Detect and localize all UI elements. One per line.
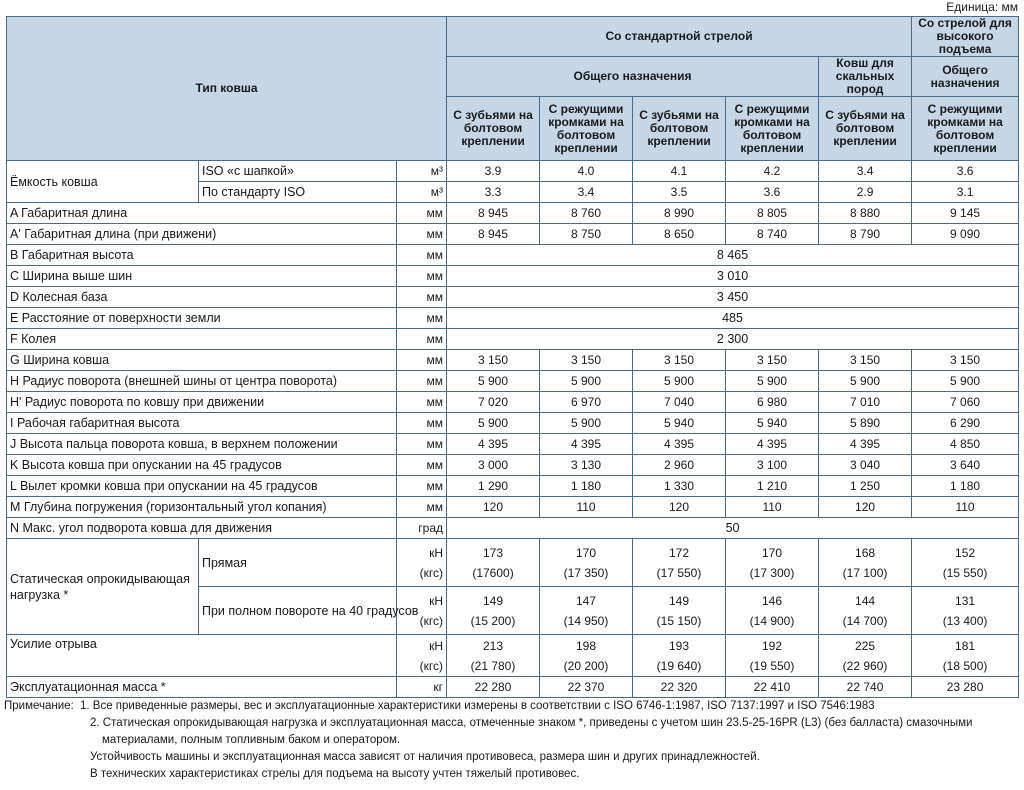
- value-cell: 6 980: [726, 392, 819, 413]
- value-cell: 22 280: [447, 677, 540, 698]
- value-cell: 3 000: [447, 455, 540, 476]
- value-kn: 193: [669, 638, 690, 653]
- value-cell: 110: [912, 497, 1019, 518]
- note-3: Устойчивость машины и эксплуатационная масса зависят от наличия противовеса, размера шин и других принадлежностей.: [90, 751, 760, 763]
- unit-label: мм: [397, 434, 447, 455]
- value-cell: 120: [447, 497, 540, 518]
- unit-label: м³: [397, 182, 447, 203]
- value-cell: 9 090: [912, 224, 1019, 245]
- row-label: B Габаритная высота: [7, 245, 397, 266]
- notes: [4, 698, 1020, 783]
- unit-kgs: (кгс): [419, 613, 444, 628]
- value-cell: 3 450: [447, 287, 1019, 308]
- value-cell: 5 940: [726, 413, 819, 434]
- value-kgs: (17 300): [749, 565, 795, 580]
- unit-label: кг: [397, 677, 447, 698]
- column-header: С режущими кромками на болтовом креплении: [912, 97, 1019, 161]
- value-cell: [540, 539, 633, 587]
- value-cell: 4 395: [633, 434, 726, 455]
- value-cell: 3 040: [819, 455, 912, 476]
- row-label: C Ширина выше шин: [7, 266, 397, 287]
- unit-label: мм: [397, 455, 447, 476]
- value-cell: [540, 635, 633, 677]
- row-label: J Высота пальца поворота ковша, в верхнем положении: [7, 434, 397, 455]
- value-kgs: (15 550): [942, 565, 988, 580]
- column-header: С режущими кромками на болтовом креплении: [726, 97, 819, 161]
- unit-kgs: (кгс): [419, 658, 444, 673]
- value-cell: [447, 587, 540, 635]
- value-cell: 2 960: [633, 455, 726, 476]
- column-header: С зубьями на болтовом креплении: [633, 97, 726, 161]
- value-cell: 3 130: [540, 455, 633, 476]
- value-kn: 168: [855, 545, 876, 560]
- value-cell: 6 290: [912, 413, 1019, 434]
- column-header: С режущими кромками на болтовом креплении: [540, 97, 633, 161]
- value-cell: 4.1: [633, 161, 726, 182]
- value-cell: 7 010: [819, 392, 912, 413]
- unit-note: Единица: мм: [946, 0, 1018, 14]
- value-cell: 8 650: [633, 224, 726, 245]
- value-kgs: (22 960): [842, 658, 888, 673]
- high-lift-boom-header: Со стрелой для высокого подъема: [912, 17, 1019, 57]
- value-cell: 3.9: [447, 161, 540, 182]
- value-cell: 3 150: [726, 350, 819, 371]
- value-kn: 172: [669, 545, 690, 560]
- value-cell: 3 010: [447, 266, 1019, 287]
- value-cell: 3 150: [819, 350, 912, 371]
- value-cell: 22 410: [726, 677, 819, 698]
- value-cell: [819, 539, 912, 587]
- value-cell: 120: [819, 497, 912, 518]
- value-cell: 50: [447, 518, 1019, 539]
- value-cell: 5 900: [447, 413, 540, 434]
- value-cell: 5 900: [912, 371, 1019, 392]
- row-label: K Высота ковша при опускании на 45 градусов: [7, 455, 397, 476]
- general-purpose-hl-header: Общего назначения: [912, 57, 1019, 97]
- standard-boom-header: Со стандартной стрелой: [447, 17, 912, 57]
- value-cell: 485: [447, 308, 1019, 329]
- value-kgs: (21 780): [470, 658, 516, 673]
- row-label: D Колесная база: [7, 287, 397, 308]
- unit-kn: кН: [429, 545, 444, 560]
- value-cell: 5 900: [819, 371, 912, 392]
- value-kn: 147: [576, 593, 597, 608]
- value-cell: [540, 587, 633, 635]
- value-kn: 131: [955, 593, 976, 608]
- unit-label: [397, 539, 447, 587]
- row-label: I Рабочая габаритная высота: [7, 413, 397, 434]
- value-kgs: (14 700): [842, 613, 888, 628]
- value-kgs: (17 350): [563, 565, 609, 580]
- unit-label: мм: [397, 392, 447, 413]
- value-cell: 5 900: [633, 371, 726, 392]
- value-cell: 3 150: [540, 350, 633, 371]
- value-cell: 3.3: [447, 182, 540, 203]
- value-cell: [726, 539, 819, 587]
- value-cell: 1 180: [912, 476, 1019, 497]
- value-kgs: (19 640): [656, 658, 702, 673]
- value-kn: 170: [762, 545, 783, 560]
- value-cell: 4 395: [726, 434, 819, 455]
- value-cell: 3 150: [912, 350, 1019, 371]
- value-kn: 225: [855, 638, 876, 653]
- value-cell: 5 890: [819, 413, 912, 434]
- value-cell: 1 210: [726, 476, 819, 497]
- value-cell: 3 100: [726, 455, 819, 476]
- unit-label: мм: [397, 308, 447, 329]
- value-cell: 3.5: [633, 182, 726, 203]
- unit-label: мм: [397, 350, 447, 371]
- static-load-sub-label: При полном повороте на 40 градусов: [199, 587, 397, 635]
- value-kn: 146: [762, 593, 783, 608]
- value-cell: 4 850: [912, 434, 1019, 455]
- value-cell: 1 330: [633, 476, 726, 497]
- value-cell: 110: [540, 497, 633, 518]
- value-cell: 8 760: [540, 203, 633, 224]
- value-cell: 120: [633, 497, 726, 518]
- row-label: A' Габаритная длина (при движени): [7, 224, 397, 245]
- value-cell: 1 290: [447, 476, 540, 497]
- value-kn: 152: [955, 545, 976, 560]
- capacity-sub-label: ISO «с шапкой»: [199, 161, 397, 182]
- value-cell: 5 900: [447, 371, 540, 392]
- row-label: L Вылет кромки ковша при опускании на 45 градусов: [7, 476, 397, 497]
- value-cell: 8 945: [447, 203, 540, 224]
- value-cell: [633, 635, 726, 677]
- value-cell: 3.4: [540, 182, 633, 203]
- column-header: С зубьями на болтовом креплении: [819, 97, 912, 161]
- row-label: H' Радиус поворота по ковшу при движении: [7, 392, 397, 413]
- value-cell: 22 370: [540, 677, 633, 698]
- unit-kn: кН: [429, 638, 444, 653]
- unit-label: мм: [397, 371, 447, 392]
- value-cell: [912, 635, 1019, 677]
- value-cell: 22 740: [819, 677, 912, 698]
- value-cell: 3 150: [447, 350, 540, 371]
- value-kgs: (14 950): [563, 613, 609, 628]
- value-kn: 149: [669, 593, 690, 608]
- value-cell: 1 250: [819, 476, 912, 497]
- value-cell: 23 280: [912, 677, 1019, 698]
- note-2a: 2. Статическая опрокидывающая нагрузка и эксплуатационная масса, отмеченные знаком *, приведены с учетом шин 23.5-25-16PR (L3) (без балласта) смазочными: [90, 717, 973, 729]
- value-cell: 3.6: [726, 182, 819, 203]
- unit-label: мм: [397, 476, 447, 497]
- value-cell: 7 060: [912, 392, 1019, 413]
- unit-label: мм: [397, 245, 447, 266]
- value-cell: 5 900: [540, 413, 633, 434]
- value-cell: 110: [726, 497, 819, 518]
- value-kn: 192: [762, 638, 783, 653]
- value-kn: 144: [855, 593, 876, 608]
- value-cell: [633, 539, 726, 587]
- value-cell: 8 740: [726, 224, 819, 245]
- value-kn: 198: [576, 638, 597, 653]
- row-label: M Глубина погружения (горизонтальный угол копания): [7, 497, 397, 518]
- capacity-sub-label: По стандарту ISO: [199, 182, 397, 203]
- value-cell: 8 990: [633, 203, 726, 224]
- value-kn: 181: [955, 638, 976, 653]
- value-kgs: (17 550): [656, 565, 702, 580]
- unit-label: мм: [397, 497, 447, 518]
- value-cell: 7 040: [633, 392, 726, 413]
- row-label: H Радиус поворота (внешней шины от центра поворота): [7, 371, 397, 392]
- breakout-label: Усилие отрыва: [7, 635, 397, 677]
- unit-label: м³: [397, 161, 447, 182]
- value-cell: 3 640: [912, 455, 1019, 476]
- value-kgs: (17 100): [842, 565, 888, 580]
- unit-label: мм: [397, 224, 447, 245]
- general-purpose-header: Общего назначения: [447, 57, 819, 97]
- value-cell: [726, 587, 819, 635]
- value-cell: 4 395: [447, 434, 540, 455]
- note-1: 1. Все приведенные размеры, вес и эксплуатационные характеристики измерены в соответствии с ISO 6746-1:1987, ISO 7137:1997 и ISO 7546:1983: [80, 700, 875, 712]
- row-label: Эксплуатационная масса *: [7, 677, 397, 698]
- static-load-sub-label: Прямая: [199, 539, 397, 587]
- value-kgs: (20 200): [563, 658, 609, 673]
- value-kgs: (19 550): [749, 658, 795, 673]
- rock-bucket-header: Ковш для скальных пород: [819, 57, 912, 97]
- value-cell: [912, 587, 1019, 635]
- unit-label: [397, 635, 447, 677]
- value-cell: 2 300: [447, 329, 1019, 350]
- value-kn: 173: [483, 545, 504, 560]
- value-cell: [633, 587, 726, 635]
- value-kn: 149: [483, 593, 504, 608]
- note-4: В технических характеристиках стрелы для подъема на высоту учтен тяжелый противовес.: [90, 768, 580, 780]
- value-kgs: (15 200): [470, 613, 516, 628]
- value-cell: [447, 635, 540, 677]
- value-kn: 170: [576, 545, 597, 560]
- value-cell: 7 020: [447, 392, 540, 413]
- unit-label: мм: [397, 203, 447, 224]
- row-label: N Макс. угол подворота ковша для движения: [7, 518, 397, 539]
- value-cell: 1 180: [540, 476, 633, 497]
- value-cell: 5 900: [726, 371, 819, 392]
- value-cell: 3.6: [912, 161, 1019, 182]
- value-cell: 9 145: [912, 203, 1019, 224]
- value-cell: 8 880: [819, 203, 912, 224]
- unit-label: град: [397, 518, 447, 539]
- value-cell: [819, 587, 912, 635]
- value-cell: [447, 539, 540, 587]
- value-cell: 3.1: [912, 182, 1019, 203]
- value-cell: 8 790: [819, 224, 912, 245]
- bucket-type-header: Тип ковша: [7, 17, 447, 161]
- value-kgs: (17600): [472, 565, 514, 580]
- value-kgs: (18 500): [942, 658, 988, 673]
- value-cell: 8 465: [447, 245, 1019, 266]
- value-cell: [912, 539, 1019, 587]
- static-load-label: Статическая опрокидывающая нагрузка *: [7, 539, 199, 635]
- spec-table: [6, 16, 1019, 698]
- notes-head: Примечание:: [4, 700, 74, 712]
- value-cell: [819, 635, 912, 677]
- value-cell: 3.4: [819, 161, 912, 182]
- unit-kgs: (кгс): [419, 565, 444, 580]
- value-cell: 4.0: [540, 161, 633, 182]
- value-cell: 5 900: [540, 371, 633, 392]
- value-cell: 5 940: [633, 413, 726, 434]
- value-cell: 8 805: [726, 203, 819, 224]
- value-cell: 4.2: [726, 161, 819, 182]
- value-cell: 22 320: [633, 677, 726, 698]
- value-kgs: (15 150): [656, 613, 702, 628]
- value-kn: 213: [483, 638, 504, 653]
- value-kgs: (13 400): [942, 613, 988, 628]
- value-kgs: (14 900): [749, 613, 795, 628]
- row-label: E Расстояние от поверхности земли: [7, 308, 397, 329]
- unit-label: мм: [397, 287, 447, 308]
- note-2b: материалами, полным топливным баком и оператором.: [102, 734, 401, 746]
- value-cell: 2.9: [819, 182, 912, 203]
- column-header: С зубьями на болтовом креплении: [447, 97, 540, 161]
- row-label: A Габаритная длина: [7, 203, 397, 224]
- unit-kn: кН: [429, 593, 444, 608]
- unit-label: мм: [397, 413, 447, 434]
- unit-label: мм: [397, 329, 447, 350]
- value-cell: 8 945: [447, 224, 540, 245]
- row-label: G Ширина ковша: [7, 350, 397, 371]
- unit-label: мм: [397, 266, 447, 287]
- value-cell: 4 395: [540, 434, 633, 455]
- value-cell: 8 750: [540, 224, 633, 245]
- row-label: F Колея: [7, 329, 397, 350]
- value-cell: 6 970: [540, 392, 633, 413]
- capacity-label: Ёмкость ковша: [7, 161, 199, 203]
- value-cell: [726, 635, 819, 677]
- value-cell: 4 395: [819, 434, 912, 455]
- value-cell: 3 150: [633, 350, 726, 371]
